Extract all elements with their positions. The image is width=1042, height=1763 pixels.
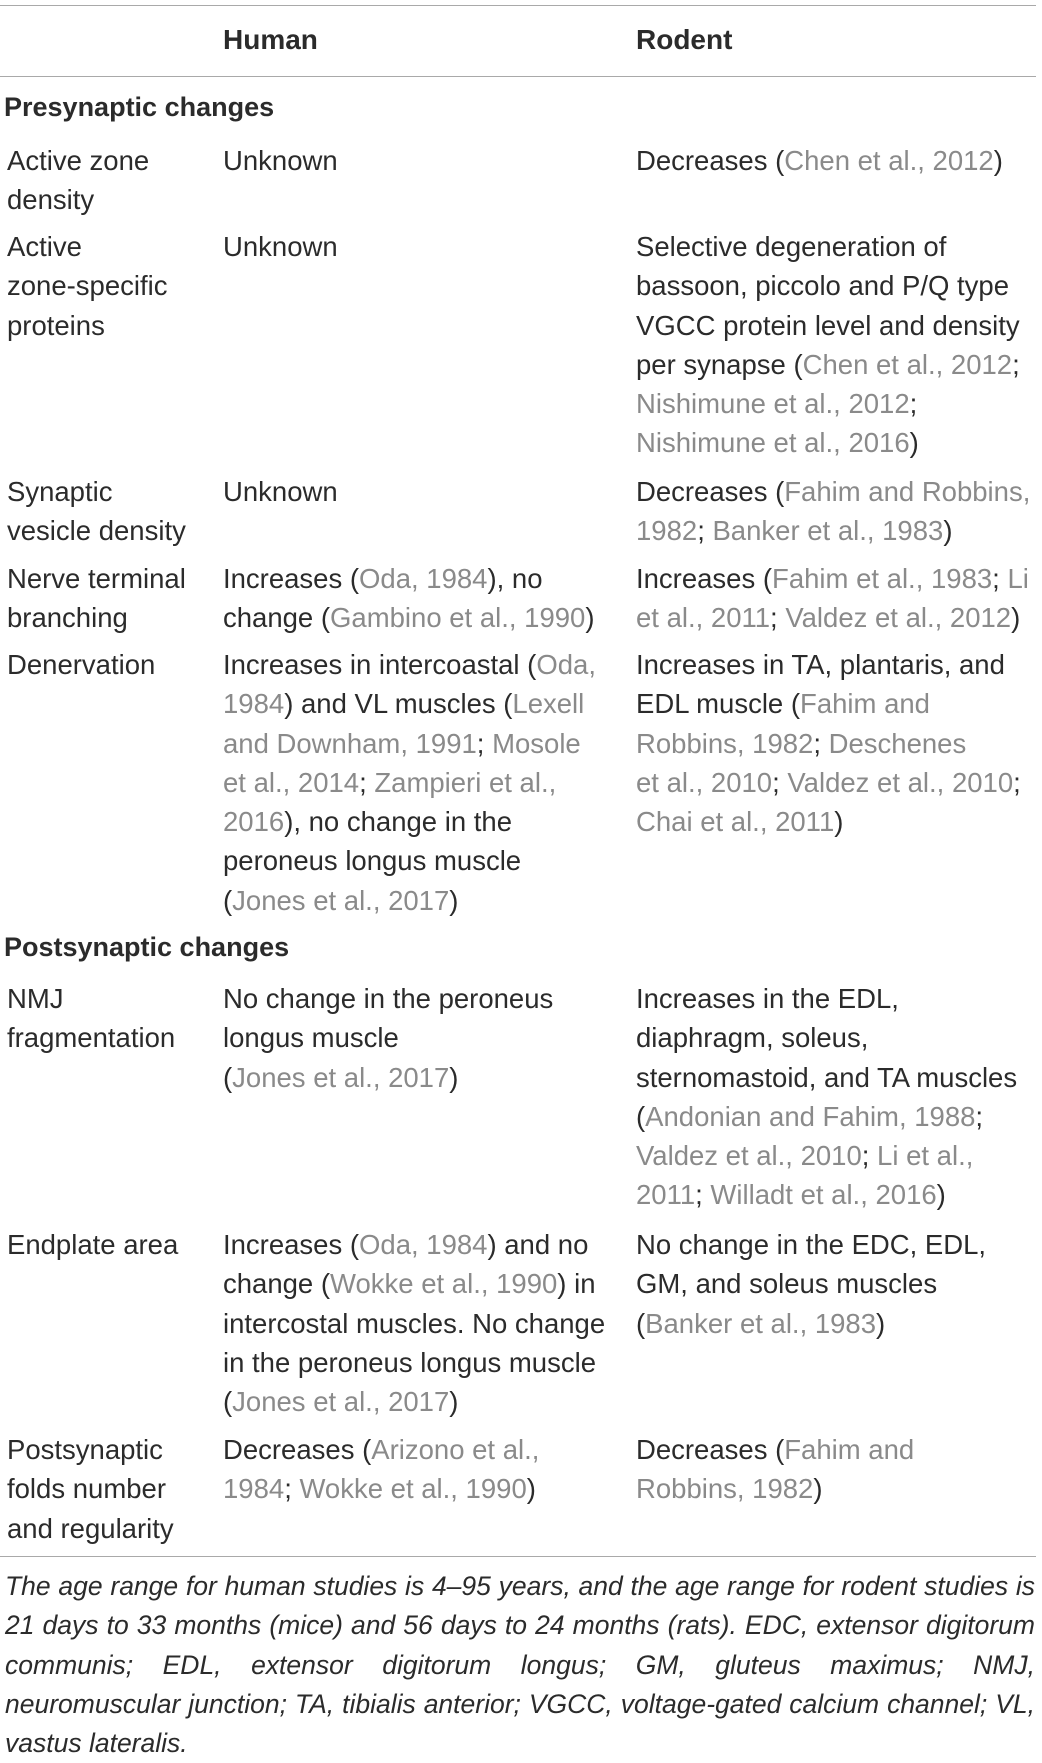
cell-line: Decreases (Fahim and Robbins, xyxy=(636,476,1031,507)
citation-link[interactable]: 1984 xyxy=(223,1473,285,1505)
cell-line: Nishimune et al., 2012; xyxy=(636,388,918,420)
cell-line: 2016), no change in the xyxy=(223,806,512,838)
cell-line: Valdez et al., 2010; Li et al., xyxy=(636,1140,974,1172)
citation-link[interactable]: Banker et al., 1983 xyxy=(645,1307,877,1339)
cell-line: Endplate area xyxy=(7,1229,179,1260)
citation-link[interactable]: Wokke et al., 1990 xyxy=(330,1268,558,1300)
citation-link[interactable]: Valdez et al., 2010 xyxy=(636,1140,862,1172)
cell-line: 2011; Willadt et al., 2016) xyxy=(636,1179,946,1211)
rodent-cell xyxy=(636,645,1036,841)
cell-line: 1984; Wokke et al., 1990) xyxy=(223,1473,536,1505)
human-cell xyxy=(223,472,633,511)
cell-line: Unknown xyxy=(223,231,338,262)
citation-link[interactable]: Oda, 1984 xyxy=(359,1229,488,1260)
cell-line: Robbins, 1982) xyxy=(636,1473,823,1505)
table-footnote: The age range for human studies is 4–95 years, and the age range for rodent studies is 21 days to 33 months (mice) and 56 days to 24 months (rats). EDC, extensor digitorum communis; EDL, extensor digitorum longus; GM, gluteus maximus; NMJ, neuromuscular junction; TA, tibialis anterior; VGCC, voltage-gated calcium channel; VL, vastus lateralis. xyxy=(5,1571,1035,1759)
cell-line: Decreases (Arizono et al., xyxy=(223,1434,540,1465)
citation-link[interactable]: Chen et al., 2012 xyxy=(802,348,1013,380)
cell-line: peroneus longus muscle xyxy=(223,845,522,877)
cell-line: Increases (Oda, 1984), no xyxy=(223,563,543,594)
citation-link[interactable]: Robbins, 1982 xyxy=(636,1473,814,1505)
row-label xyxy=(7,227,212,345)
citation-link[interactable]: Mosole xyxy=(492,727,581,759)
cell-line: Decreases (Chen et al., 2012) xyxy=(636,145,1003,176)
cell-line: change (Wokke et al., 1990) in xyxy=(223,1268,596,1300)
cell-line: and regularity xyxy=(7,1512,174,1544)
cell-line: Synaptic xyxy=(7,476,113,507)
cell-line: et al., 2010; Valdez et al., 2010; xyxy=(636,766,1021,798)
header-rule xyxy=(0,76,1036,77)
citation-link[interactable]: Valdez et al., 2010 xyxy=(787,766,1014,798)
row-label xyxy=(7,559,212,638)
cell-line: intercostal muscles. No change xyxy=(223,1307,606,1339)
cell-line: Increases (Fahim et al., 1983; Li xyxy=(636,563,1029,594)
cell-line: Nerve terminal xyxy=(7,563,186,594)
cell-line: bassoon, piccolo and P/Q type xyxy=(636,270,1010,302)
citation-link[interactable]: Lexell xyxy=(512,688,585,720)
citation-link[interactable]: Robbins, 1982 xyxy=(636,727,814,759)
cell-line: Increases (Oda, 1984) and no xyxy=(223,1229,589,1260)
rodent-cell xyxy=(636,141,1036,180)
cell-line: folds number xyxy=(7,1473,166,1505)
cell-line: sternomastoid, and TA muscles xyxy=(636,1061,1018,1093)
rodent-cell xyxy=(636,979,1036,1215)
cell-line: GM, and soleus muscles xyxy=(636,1268,938,1300)
cell-line: EDL muscle (Fahim and xyxy=(636,688,930,720)
cell-line: 1982; Banker et al., 1983) xyxy=(636,515,953,547)
cell-line: et al., 2011; Valdez et al., 2012) xyxy=(636,602,1021,634)
cell-line: vesicle density xyxy=(7,515,186,547)
row-label xyxy=(7,141,212,220)
cell-line: Nishimune et al., 2016) xyxy=(636,427,919,459)
human-cell xyxy=(223,559,633,638)
cell-line: Increases in intercoastal (Oda, xyxy=(223,649,596,680)
citation-link[interactable]: 1982 xyxy=(636,515,698,547)
citation-link[interactable]: Nishimune et al., 2016 xyxy=(636,427,910,459)
cell-line: Increases in TA, plantaris, and xyxy=(636,649,1005,680)
citation-link[interactable]: Fahim et al., 1983 xyxy=(772,563,993,594)
top-rule xyxy=(0,5,1036,6)
row-label xyxy=(7,1225,212,1264)
cell-line: Active zone xyxy=(7,145,150,176)
cell-line: et al., 2014; Zampieri et al., xyxy=(223,766,557,798)
citation-link[interactable]: Deschenes xyxy=(828,727,967,759)
cell-line: VGCC protein level and density xyxy=(636,309,1020,341)
human-cell xyxy=(223,1225,633,1421)
section-presynaptic: Presynaptic changes xyxy=(4,92,275,122)
cell-line: longus muscle xyxy=(223,1022,399,1054)
row-label xyxy=(7,472,212,551)
human-cell xyxy=(223,141,633,180)
citation-link[interactable]: Oda, xyxy=(536,649,596,680)
cell-line: diaphragm, soleus, xyxy=(636,1022,869,1054)
citation-link[interactable]: et al., 2010 xyxy=(636,766,773,798)
citation-link[interactable]: Oda, 1984 xyxy=(359,563,488,594)
citation-link[interactable]: et al., 2014 xyxy=(223,766,360,798)
citation-link[interactable]: Jones et al., 2017 xyxy=(232,1386,450,1418)
cell-line: No change in the peroneus xyxy=(223,983,554,1014)
citation-link[interactable]: Andonian and Fahim, 1988 xyxy=(645,1100,976,1132)
section-postsynaptic: Postsynaptic changes xyxy=(4,932,290,962)
cell-line: Increases in the EDL, xyxy=(636,983,899,1014)
header-rodent: Rodent xyxy=(636,24,733,55)
citation-link[interactable]: et al., 2011 xyxy=(636,602,771,634)
footnote-rule xyxy=(0,1556,1036,1557)
citation-link[interactable]: Fahim and Robbins, xyxy=(784,476,1031,507)
header-human: Human xyxy=(223,24,318,55)
cell-line: 1984) and VL muscles (Lexell xyxy=(223,688,585,720)
rodent-cell xyxy=(636,559,1036,638)
citation-link[interactable]: Fahim and xyxy=(784,1434,915,1465)
cell-line: branching xyxy=(7,602,128,634)
cell-line: density xyxy=(7,184,95,216)
citation-link[interactable]: Willadt et al., 2016 xyxy=(710,1179,937,1211)
citation-link[interactable]: Nishimune et al., 2012 xyxy=(636,388,910,420)
cell-line: per synapse (Chen et al., 2012; xyxy=(636,348,1020,380)
citation-link[interactable]: Zampieri et al., xyxy=(374,766,557,798)
citation-link[interactable]: Wokke et al., 1990 xyxy=(299,1473,527,1505)
citation-link[interactable]: Jones et al., 2017 xyxy=(232,884,450,916)
citation-link[interactable]: Banker et al., 1983 xyxy=(712,515,944,547)
human-cell xyxy=(223,979,633,1097)
citation-link[interactable]: Gambino et al., 1990 xyxy=(330,602,586,634)
citation-link[interactable]: 1984 xyxy=(223,688,285,720)
rodent-cell xyxy=(636,227,1036,463)
human-cell xyxy=(223,645,633,920)
citation-link[interactable]: and Downham, 1991 xyxy=(223,727,477,759)
cell-line: Unknown xyxy=(223,476,338,507)
cell-line: Postsynaptic xyxy=(7,1434,163,1465)
citation-link[interactable]: Valdez et al., 2012 xyxy=(785,602,1012,634)
cell-line: Robbins, 1982; Deschenes xyxy=(636,727,967,759)
cell-line: (Jones et al., 2017) xyxy=(223,1061,459,1093)
row-label xyxy=(7,645,212,684)
rodent-cell xyxy=(636,1430,1036,1509)
citation-link[interactable]: Jones et al., 2017 xyxy=(232,1061,450,1093)
citation-link[interactable]: Arizono et al., xyxy=(371,1434,540,1465)
cell-line: proteins xyxy=(7,309,105,341)
row-label xyxy=(7,1430,212,1548)
cell-line: (Jones et al., 2017) xyxy=(223,884,459,916)
citation-link[interactable]: 2011 xyxy=(636,1179,696,1211)
citation-link[interactable]: Li xyxy=(1007,563,1029,594)
cell-line: NMJ xyxy=(7,983,64,1014)
row-label xyxy=(7,979,212,1058)
cell-line: Denervation xyxy=(7,649,156,680)
cell-line: fragmentation xyxy=(7,1022,176,1054)
cell-line: zone-specific xyxy=(7,270,168,302)
cell-line: (Banker et al., 1983) xyxy=(636,1307,886,1339)
human-cell xyxy=(223,1430,633,1509)
citation-link[interactable]: Fahim and xyxy=(800,688,930,720)
citation-link[interactable]: 2016 xyxy=(223,806,285,838)
cell-line: (Jones et al., 2017) xyxy=(223,1386,459,1418)
cell-line: Active xyxy=(7,231,82,262)
cell-line: Unknown xyxy=(223,145,338,176)
cell-line: No change in the EDC, EDL, xyxy=(636,1229,987,1260)
cell-line: Chai et al., 2011) xyxy=(636,806,844,838)
cell-line: Selective degeneration of xyxy=(636,231,947,262)
human-cell xyxy=(223,227,633,266)
citation-link[interactable]: Chai et al., 2011 xyxy=(636,806,835,838)
cell-line: (Andonian and Fahim, 1988; xyxy=(636,1100,984,1132)
cell-line: change (Gambino et al., 1990) xyxy=(223,602,595,634)
cell-line: in the peroneus longus muscle xyxy=(223,1346,597,1378)
citation-link[interactable]: Chen et al., 2012 xyxy=(784,145,994,176)
citation-link[interactable]: Li et al., xyxy=(877,1140,974,1172)
cell-line: Decreases (Fahim and xyxy=(636,1434,915,1465)
cell-line: and Downham, 1991; Mosole xyxy=(223,727,581,759)
rodent-cell xyxy=(636,472,1036,551)
rodent-cell xyxy=(636,1225,1036,1343)
